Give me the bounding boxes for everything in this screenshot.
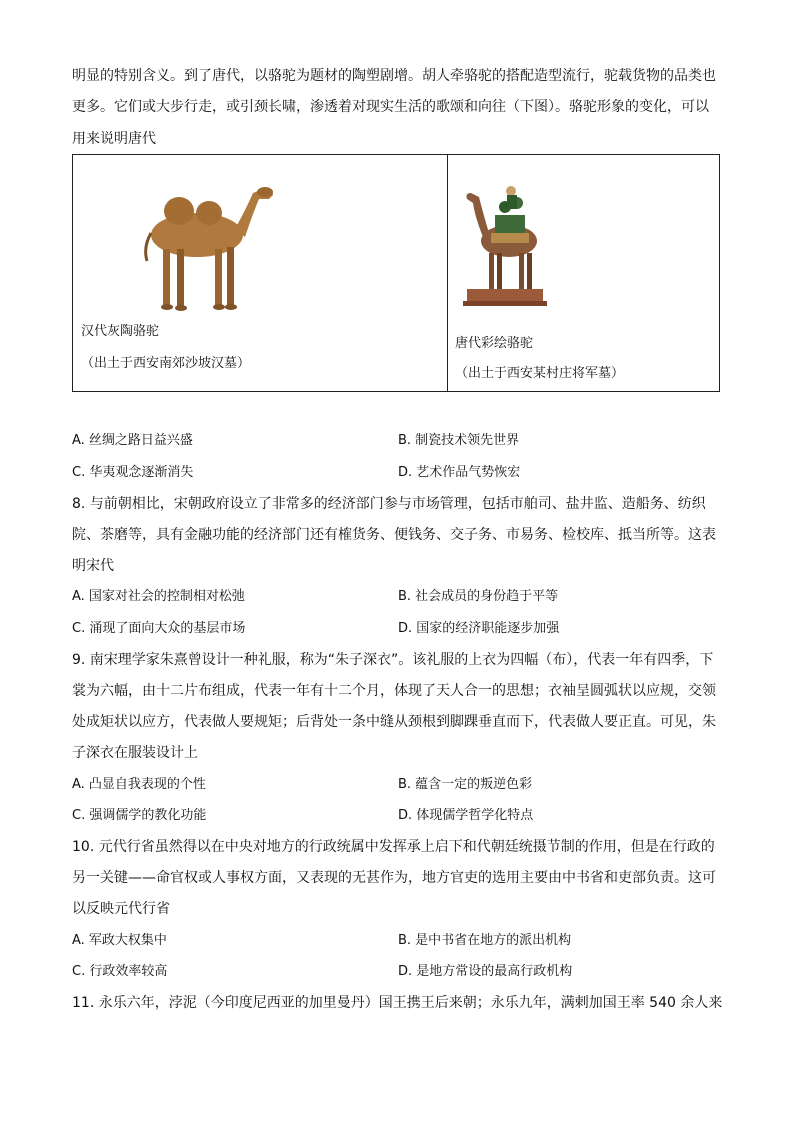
q9-option-b: B. 蕴含一定的叛逆色彩	[398, 777, 533, 792]
q8-option-c: C. 涌现了面向大众的基层市场	[72, 621, 246, 636]
tang-camel-caption: 唐代彩绘骆驼	[455, 336, 534, 351]
tang-camel-source: （出土于西安某村庄将军墓）	[455, 366, 625, 381]
q9-stem-line-3: 处成矩状以应方，代表做人要规矩；后背处一条中缝从颈根到脚踝垂直而下，代表做人要正直。可见，朱	[72, 714, 716, 730]
figure-table	[72, 154, 720, 392]
q8-option-d: D. 国家的经济职能逐步加强	[398, 621, 560, 636]
tang-camel-image	[461, 177, 551, 309]
q9-stem-line-4: 子深衣在服装设计上	[72, 745, 198, 761]
han-camel-image	[117, 177, 277, 317]
q7-option-c: C. 华夷观念逐渐消失	[72, 465, 194, 480]
q10-stem-line-3: 以反映元代行省	[72, 901, 170, 917]
q9-option-d: D. 体现儒学哲学化特点	[398, 808, 534, 823]
q9-stem-line-1: 9. 南宋理学家朱熹曾设计一种礼服，称为“朱子深衣”。该礼服的上衣为四幅（布），代表一年有四季，下	[72, 652, 714, 668]
intro-line-2: 更多。它们或大步行走，或引颈长啸，渗透着对现实生活的歌颂和向往（下图）。骆驼形象的变化，可以	[72, 99, 709, 115]
q10-option-d: D. 是地方常设的最高行政机构	[398, 964, 573, 979]
intro-line-1: 明显的特别含义。到了唐代，以骆驼为题材的陶塑剧增。胡人牵骆驼的搭配造型流行，驼载货物的品类也	[72, 68, 716, 84]
q9-option-c: C. 强调儒学的教化功能	[72, 808, 207, 823]
han-camel-caption: 汉代灰陶骆驼	[81, 324, 160, 339]
han-camel-source: （出土于西安南郊沙坡汉墓）	[81, 356, 251, 371]
intro-line-3: 用来说明唐代	[72, 131, 156, 147]
q10-option-b: B. 是中书省在地方的派出机构	[398, 933, 572, 948]
q10-stem-line-1: 10. 元代行省虽然得以在中央对地方的行政统属中发挥承上启下和代朝廷统摄节制的作用，但是在行政的	[72, 839, 715, 855]
q8-stem-line-1: 8. 与前朝相比，宋朝政府设立了非常多的经济部门参与市场管理，包括市舶司、盐井监、造船务、纺织	[72, 496, 706, 512]
q10-option-a: A. 军政大权集中	[72, 933, 167, 948]
q8-stem-line-3: 明宋代	[72, 558, 114, 574]
q9-option-a: A. 凸显自我表现的个性	[72, 777, 206, 792]
q10-option-c: C. 行政效率较高	[72, 964, 168, 979]
q9-stem-line-2: 裳为六幅，由十二片布组成，代表一年有十二个月，体现了天人合一的思想；衣袖呈圆弧状以应规，交领	[72, 683, 716, 699]
q7-option-d: D. 艺术作品气势恢宏	[398, 465, 521, 480]
q7-option-a: A. 丝绸之路日益兴盛	[72, 433, 193, 448]
q8-stem-line-2: 院、茶磨等，具有金融功能的经济部门还有榷货务、便钱务、交子务、市易务、检校库、抵当所等。这表	[72, 527, 716, 543]
figure-divider	[447, 155, 448, 391]
q10-stem-line-2: 另一关键——命官权或人事权方面，又表现的无甚作为，地方官吏的选用主要由中书省和吏部负责。这可	[72, 870, 716, 886]
q11-stem-line-1: 11. 永乐六年，浡泥（今印度尼西亚的加里曼丹）国王携王后来朝；永乐九年，满剌加国王率 540 余人来	[72, 995, 723, 1011]
q8-option-a: A. 国家对社会的控制相对松弛	[72, 589, 245, 604]
q7-option-b: B. 制瓷技术领先世界	[398, 433, 520, 448]
q8-option-b: B. 社会成员的身份趋于平等	[398, 589, 559, 604]
